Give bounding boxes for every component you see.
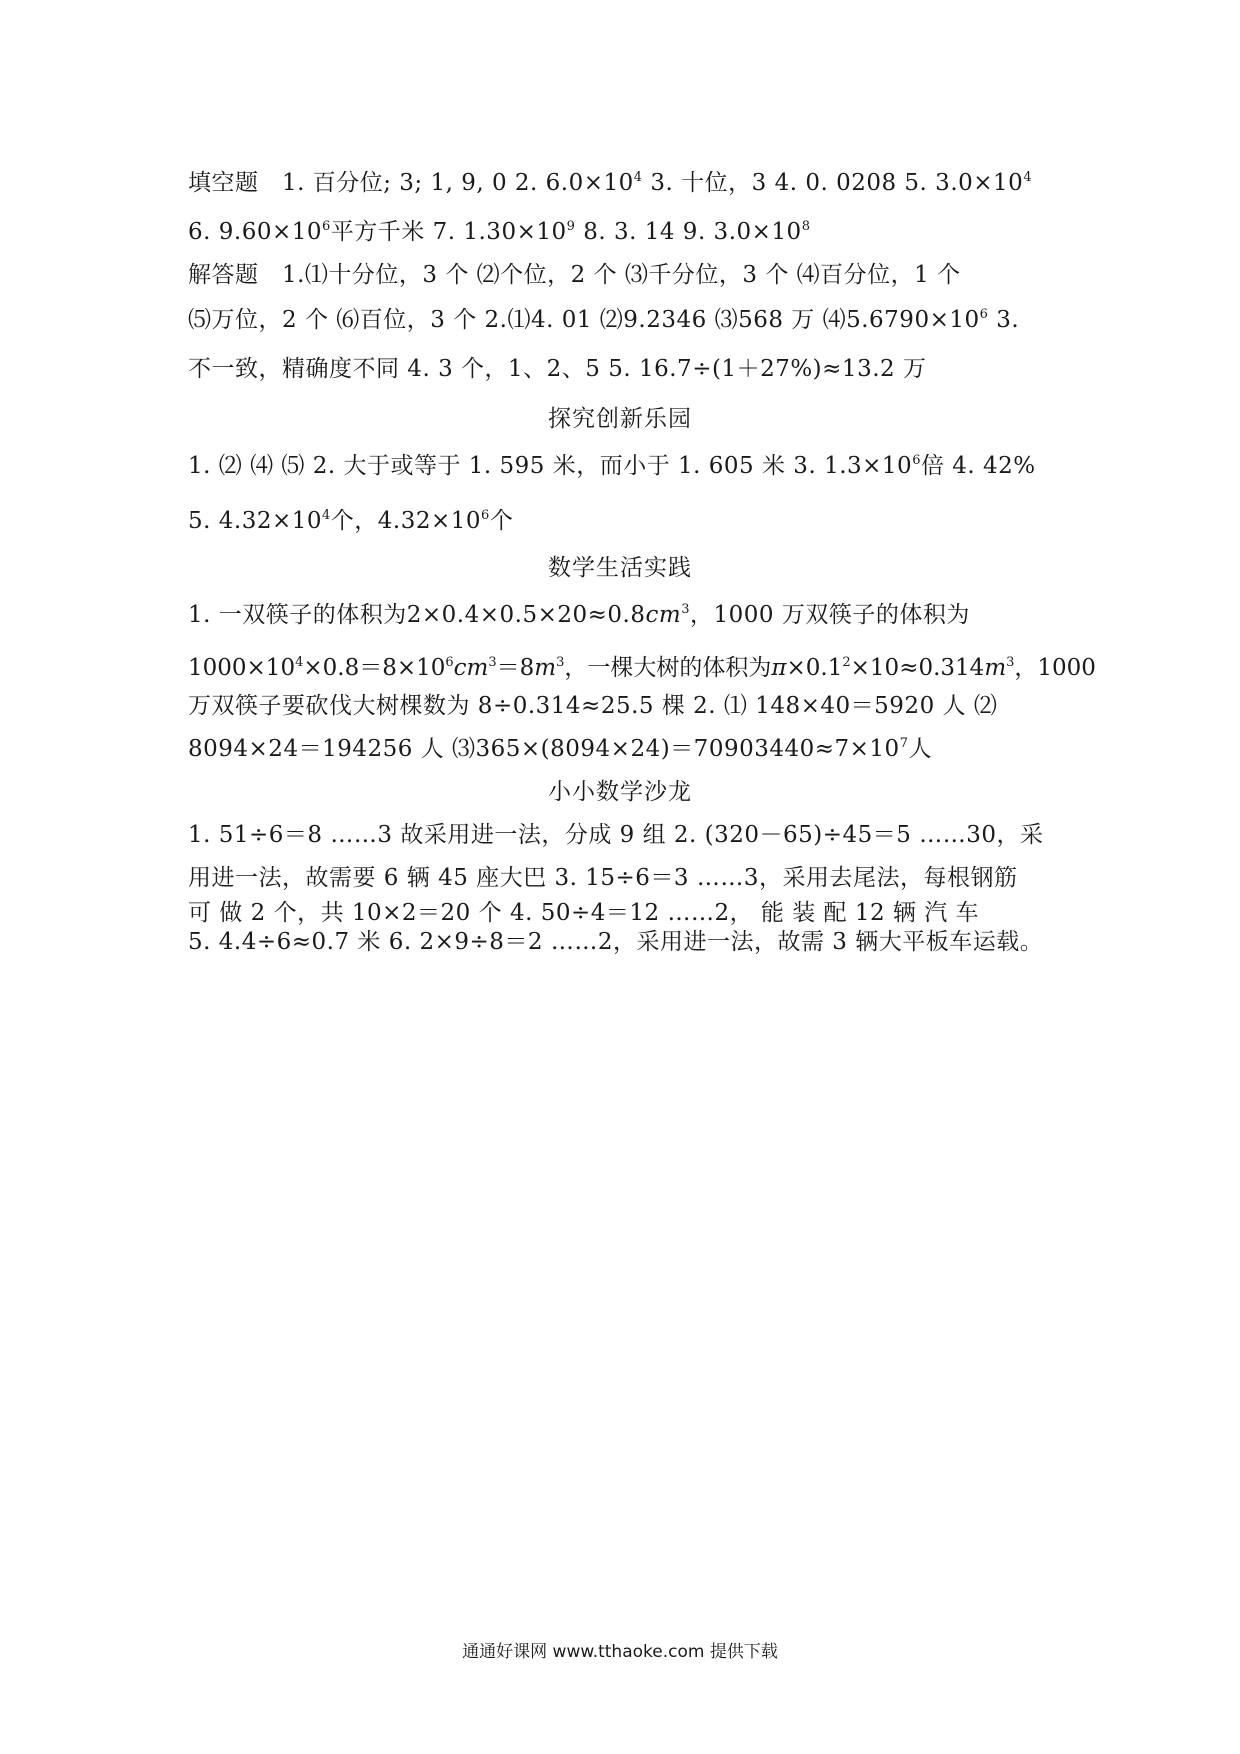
explore-text: 个 xyxy=(489,508,514,534)
exponent: 4 xyxy=(295,655,304,670)
exponent: 6 xyxy=(445,655,454,670)
exponent: 4 xyxy=(322,508,331,523)
practice-text: ＝8 xyxy=(496,655,535,681)
exponent: 7 xyxy=(899,736,909,751)
solve-line-2 xyxy=(188,305,1068,335)
practice-text: ，1000 xyxy=(1014,655,1096,681)
exponent: 3 xyxy=(556,655,565,670)
practice-line-2 xyxy=(188,653,1096,683)
fill-blank-text: 平方千米 7. 1.30×10 xyxy=(330,219,567,245)
fill-blank-line-1 xyxy=(188,168,1068,198)
practice-heading: 数学生活实践 xyxy=(548,555,692,581)
fill-blank-line-2 xyxy=(188,217,1068,247)
download-footer: 通通好课网 www.tthaoke.com 提供下载 xyxy=(462,1642,778,1662)
solve-text: 1.⑴十分位，3 个 ⑵个位，2 个 ⑶千分位，3 个 ⑷百分位，1 个 xyxy=(281,262,961,288)
practice-text: ×10≈0.314 xyxy=(850,655,985,681)
explore-text: 1. ⑵ ⑷ ⑸ 2. 大于或等于 1. 595 米，而小于 1. 605 米 3. 1.3×10 xyxy=(188,453,913,479)
explore-heading: 探究创新乐园 xyxy=(548,406,692,432)
solve-text: 不一致，精确度不同 4. 3 个，1、2、5 5. 16.7÷(1＋27%)≈13.2 万 xyxy=(188,356,927,382)
exponent: 3 xyxy=(681,602,690,617)
exponent: 4 xyxy=(1023,170,1033,185)
practice-text: ×0.8＝8×10 xyxy=(303,655,446,681)
fill-blank-text: 1. 百分位; 3; 1, 9, 0 2. 6.0×10 xyxy=(281,170,634,196)
explore-text: 5. 4.32×10 xyxy=(188,508,323,534)
exponent: 8 xyxy=(801,219,811,234)
fill-blank-text: 3. 十位，3 4. 0. 0208 5. 3.0×10 xyxy=(642,170,1024,196)
unit: m xyxy=(984,655,1007,681)
explore-text: 倍 4. 42% xyxy=(920,453,1036,479)
salon-line-3: 可 做 2 个，共 10×2＝20 个 4. 50÷4＝12 ……2， 能 装 配 12 辆 汽 车 xyxy=(188,900,980,926)
solve-line-3 xyxy=(188,354,1068,384)
explore-text: 个，4.32×10 xyxy=(330,508,482,534)
practice-text: 8094×24＝194256 人 ⑶365×(8094×24)＝70903440≈7×10 xyxy=(188,736,900,762)
exponent: 9 xyxy=(566,219,576,234)
practice-text: 1. 一双筷子的体积为2×0.4×0.5×20≈0.8 xyxy=(188,602,646,628)
pi-symbol: π xyxy=(771,655,787,681)
salon-line-1: 1. 51÷6＝8 ……3 故采用进一法，分成 9 组 2. (320－65)÷45＝5 ……30，采 xyxy=(188,822,1044,848)
exponent: 3 xyxy=(488,655,497,670)
practice-text: ，一棵大树的体积为 xyxy=(564,655,772,681)
solve-label: 解答题 xyxy=(188,262,259,288)
solve-text: 3. xyxy=(988,307,1020,333)
exponent: 2 xyxy=(842,655,851,670)
exponent: 3 xyxy=(1006,655,1015,670)
unit: cm xyxy=(453,655,489,681)
fill-blank-text: 8. 3. 14 9. 3.0×10 xyxy=(575,219,802,245)
salon-line-4: 5. 4.4÷6≈0.7 米 6. 2×9÷8＝2 ……2，采用进一法，故需 3 辆大平板车运载。 xyxy=(188,929,1044,955)
exponent: 6 xyxy=(481,508,490,523)
solve-line-1 xyxy=(188,260,1068,290)
explore-line-2 xyxy=(188,506,1068,536)
exponent: 6 xyxy=(979,307,989,322)
practice-text: 1000×10 xyxy=(188,655,296,681)
fill-blank-label: 填空题 xyxy=(188,170,259,196)
exponent: 6 xyxy=(322,219,331,234)
fill-blank-text: 6. 9.60×10 xyxy=(188,219,323,245)
exponent: 6 xyxy=(912,453,921,468)
practice-line-1 xyxy=(188,600,1068,630)
unit: cm xyxy=(645,602,682,628)
practice-text: 人 xyxy=(908,736,932,762)
practice-text: 万双筷子要砍伐大树棵数为 8÷0.314≈25.5 棵 2. ⑴ 148×40＝5920 人 ⑵ xyxy=(188,693,998,719)
practice-text: ×0.1 xyxy=(786,655,843,681)
practice-line-4 xyxy=(188,734,1068,764)
solve-text: ⑸万位，2 个 ⑹百位，3 个 2.⑴4. 01 ⑵9.2346 ⑶568 万 ⑷5.6790×10 xyxy=(188,307,980,333)
practice-line-3 xyxy=(188,691,1068,721)
unit: m xyxy=(534,655,557,681)
exponent: 4 xyxy=(633,170,643,185)
salon-line-2: 用进一法，故需要 6 辆 45 座大巴 3. 15÷6＝3 ……3，采用去尾法，每根钢筋 xyxy=(188,865,1018,891)
explore-line-1 xyxy=(188,451,1068,481)
practice-text: ，1000 万双筷子的体积为 xyxy=(689,602,970,628)
salon-heading: 小小数学沙龙 xyxy=(548,779,692,805)
